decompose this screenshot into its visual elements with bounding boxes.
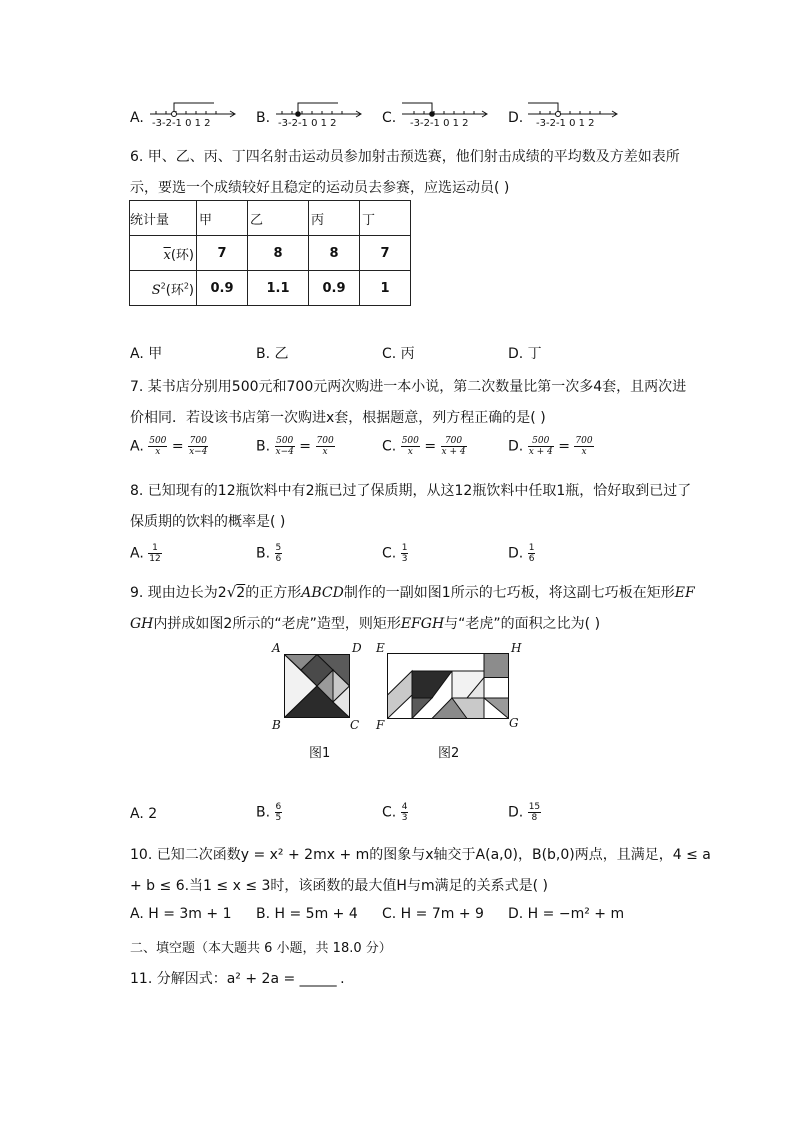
q5-option-c-letter: C. xyxy=(382,110,397,126)
fraction: $\frac{500}{x}$ xyxy=(149,436,167,457)
q9-option-b: B. $\frac{6}{5}$ xyxy=(256,802,282,823)
row-label-mean: $\overline{x}$(环) xyxy=(130,236,197,271)
fig1-caption: 图1 xyxy=(309,746,331,761)
q10-option-b: B. H = 5m + 4 xyxy=(256,906,358,922)
q5-option-a-letter: A. xyxy=(130,110,144,126)
q6-stats-table xyxy=(129,200,411,306)
q5-option-d-letter: D. xyxy=(508,110,524,126)
fraction: $\frac{700}{x + 4}$ xyxy=(441,436,466,457)
fig2-label-h: H xyxy=(511,641,522,655)
fraction: $\frac{1}{6}$ xyxy=(528,543,535,564)
q6-option-a: A. 甲 xyxy=(130,346,163,362)
tangram-figure-2 xyxy=(387,653,509,719)
q10-line2: + b ≤ 6.当1 ≤ x ≤ 3时，该函数的最大值H与m满足的关系式是( ) xyxy=(130,878,548,894)
q6-line2: 示，要选一个成绩较好且稳定的运动员去参赛，应选运动员( ) xyxy=(130,180,510,196)
fraction: $\frac{4}{3}$ xyxy=(401,802,408,823)
q8-option-b: B. $\frac{5}{6}$ xyxy=(256,543,282,564)
fraction: $\frac{700}{x-4}$ xyxy=(189,436,208,457)
fig1-label-a: A xyxy=(272,641,281,655)
q8-option-d: D. $\frac{1}{6}$ xyxy=(508,543,535,564)
fraction: $\frac{700}{x}$ xyxy=(575,436,593,457)
fraction: $\frac{500}{x + 4}$ xyxy=(528,436,553,457)
q7-option-c: C. $\frac{500}{x}$ = $\frac{700}{x + 4}$ xyxy=(382,436,466,457)
number-line-c xyxy=(400,100,490,120)
q9-option-d: D. $\frac{15}{8}$ xyxy=(508,802,541,823)
q5-c-ticks: -3-2-1 0 1 2 xyxy=(410,118,469,129)
table-cell: 0.9 xyxy=(309,271,360,306)
fig1-label-b: B xyxy=(272,718,281,732)
fraction: $\frac{5}{6}$ xyxy=(275,543,282,564)
tangram-figure-1 xyxy=(284,654,350,718)
answer-blank[interactable]: ______ xyxy=(299,971,336,987)
table-row xyxy=(130,201,411,236)
fig1-label-d: D xyxy=(352,641,362,655)
q5-a-ticks: -3-2-1 0 1 2 xyxy=(152,118,211,129)
q8-line1: 8. 已知现有的12瓶饮料中有2瓶已过了保质期，从这12瓶饮料中任取1瓶，恰好取到已过了 xyxy=(130,483,692,499)
fraction: $\frac{700}{x}$ xyxy=(316,436,334,457)
table-cell: 1 xyxy=(360,271,411,306)
fraction: $\frac{500}{x}$ xyxy=(401,436,419,457)
fraction: $\frac{500}{x-4}$ xyxy=(275,436,294,457)
q10-option-c: C. H = 7m + 9 xyxy=(382,906,484,922)
fig2-label-f: F xyxy=(376,718,385,732)
q5-b-ticks: -3-2-1 0 1 2 xyxy=(278,118,337,129)
q7-line1: 7. 某书店分别用500元和700元两次购进一本小说，第二次数量比第一次多4套，且两次进 xyxy=(130,379,687,395)
q9-line2: GH内拼成如图2所示的“老虎”造型，则矩形EFGH与“老虎”的面积之比为( ) xyxy=(130,616,601,632)
q7-option-d: D. $\frac{500}{x + 4}$ = $\frac{700}{x}$ xyxy=(508,436,593,457)
table-header-cell: 丙 xyxy=(309,201,360,236)
table-cell: 7 xyxy=(197,236,248,271)
fig1-label-c: C xyxy=(350,718,360,732)
table-header-cell: 丁 xyxy=(360,201,411,236)
q7-option-b: B. $\frac{500}{x-4}$ = $\frac{700}{x}$ xyxy=(256,436,334,457)
table-header-cell: 甲 xyxy=(197,201,248,236)
q11: 11. 分解因式：a² + 2a = ______ . xyxy=(130,971,345,987)
fig2-label-e: E xyxy=(376,641,385,655)
table-cell: 8 xyxy=(248,236,309,271)
row-label-variance: $S^2$(环$^2$) xyxy=(130,271,197,306)
table-cell: 0.9 xyxy=(197,271,248,306)
q10-option-d: D. H = −m² + m xyxy=(508,906,625,922)
number-line-b xyxy=(274,100,364,120)
table-cell: 1.1 xyxy=(248,271,309,306)
q6-option-c: C. 丙 xyxy=(382,346,415,362)
number-line-a xyxy=(148,100,238,120)
q6-option-b: B. 乙 xyxy=(256,346,289,362)
table-row xyxy=(130,236,411,271)
q9-option-c: C. $\frac{4}{3}$ xyxy=(382,802,408,823)
q8-option-c: C. $\frac{1}{3}$ xyxy=(382,543,408,564)
q8-line2: 保质期的饮料的概率是( ) xyxy=(130,514,286,530)
q5-option-b-letter: B. xyxy=(256,110,271,126)
fig2-label-g: G xyxy=(509,716,519,730)
fraction: $\frac{1}{12}$ xyxy=(149,543,161,564)
q6-option-d: D. 丁 xyxy=(508,346,542,362)
q7-option-a: A. $\frac{500}{x}$ = $\frac{700}{x-4}$ xyxy=(130,436,208,457)
table-cell: 7 xyxy=(360,236,411,271)
table-cell: 8 xyxy=(309,236,360,271)
q9-option-a: A. 2 xyxy=(130,806,158,822)
q10-option-a: A. H = 3m + 1 xyxy=(130,906,232,922)
table-row xyxy=(130,271,411,306)
table-header-cell: 统计量 xyxy=(130,201,197,236)
q10-line1: 10. 已知二次函数y = x² + 2mx + m的图象与x轴交于A(a,0)，B(b,0)两点，且满足，4 ≤ a xyxy=(130,847,711,863)
number-line-d xyxy=(526,100,622,120)
q9-line1: 9. 现由边长为2√2的正方形ABCD制作的一副如图1所示的七巧板，将这副七巧板在矩形EF xyxy=(130,583,695,601)
table-header-cell: 乙 xyxy=(248,201,309,236)
q8-option-a: A. $\frac{1}{12}$ xyxy=(130,543,161,564)
fig2-caption: 图2 xyxy=(438,746,460,761)
fraction: $\frac{15}{8}$ xyxy=(528,802,541,823)
fraction: $\frac{1}{3}$ xyxy=(401,543,408,564)
q7-line2: 价相同．若设该书店第一次购进x套，根据题意，列方程正确的是( ) xyxy=(130,410,546,426)
q5-d-ticks: -3-2-1 0 1 2 xyxy=(536,118,595,129)
fraction: $\frac{6}{5}$ xyxy=(275,802,282,823)
q6-line1: 6. 甲、乙、丙、丁四名射击运动员参加射击预选赛，他们射击成绩的平均数及方差如表所 xyxy=(130,149,680,165)
section-heading: 二、填空题（本大题共 6 小题，共 18.0 分） xyxy=(130,941,392,956)
